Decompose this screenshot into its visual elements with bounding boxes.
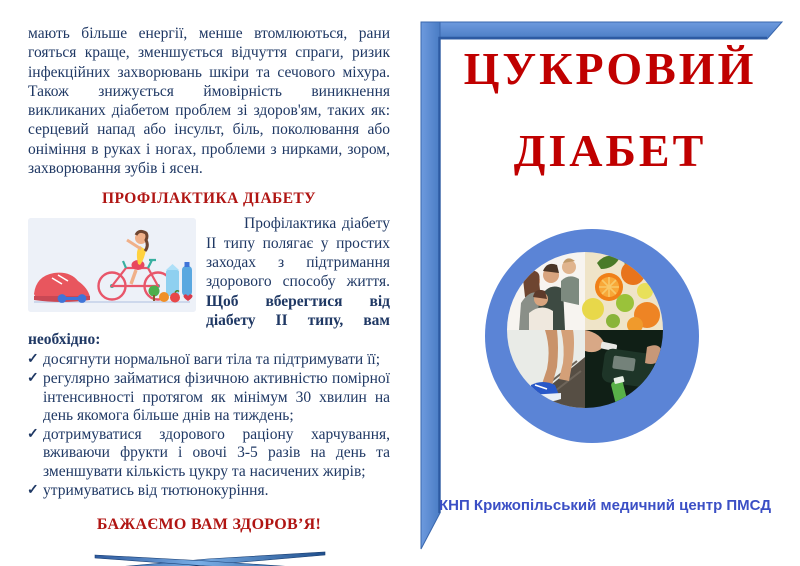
prevention-text: Профілактика діабету ІІ типу полягає у простих заходах з підтримання здорового способу життя. [206, 215, 390, 291]
recommendation-text: регулярно займатися фізичною активністю помірної інтенсивності протягом як мінімум 30 хвилин на день якомога більше днів на тиждень; [43, 370, 390, 425]
recommendation-item [28, 351, 390, 370]
intro-paragraph: мають більше енергії, менше втомлюються, рани гояться краще, зменшується відчуття спраги, ризик інфекційних захворювань шкіри та сечового міхура. Також знижується ймовірність виникнення викликаних діабетом проблем зі здоров'ям, таких як: серцевий напад або інсульт, біль, поколювання або оніміння в руках і ногах, проблеми з нирками, зором, захворювання зубів і ясен. [28, 25, 390, 178]
recommendation-text: утримуватись від тютюнокуріння. [43, 481, 269, 499]
check-icon: ✓ [27, 371, 39, 387]
organization-footer: КНП Крижопільський медичний центр ПМСД [438, 497, 771, 514]
left-panel [28, 24, 390, 566]
check-icon: ✓ [27, 426, 39, 442]
recommendation-list [28, 351, 390, 500]
page-title [435, 40, 785, 180]
closing-heading: БАЖАЄМО ВАМ ЗДОРОВ’Я! [96, 516, 322, 534]
recommendation-item [28, 370, 390, 426]
photo-collage-circle [485, 229, 699, 443]
title-line2: ДІАБЕТ [513, 125, 707, 176]
check-icon: ✓ [27, 482, 39, 498]
check-icon: ✓ [27, 352, 39, 368]
section-heading-prevention: ПРОФІЛАКТИКА ДІАБЕТУ [102, 190, 316, 208]
recommendation-item [28, 426, 390, 482]
recommendation-text: досягнути нормальної ваги тіла та підтримувати її; [43, 351, 381, 369]
prevention-paragraph [28, 214, 390, 349]
title-line1: ЦУКРОВИЙ [463, 43, 757, 94]
decorative-divider [89, 548, 329, 566]
recommendation-item [28, 482, 390, 501]
cycling-illustration [28, 218, 196, 312]
prevention-text-bold: Щоб вберегтися від діабету ІІ типу, вам необхідно: [28, 292, 390, 349]
right-panel [410, 0, 800, 566]
recommendation-text: дотримуватися здорового раціону харчування, вживаючи фрукти і овочі 3-5 разів на день та зменшувати кількість цукру та насичених жирів; [43, 425, 390, 481]
